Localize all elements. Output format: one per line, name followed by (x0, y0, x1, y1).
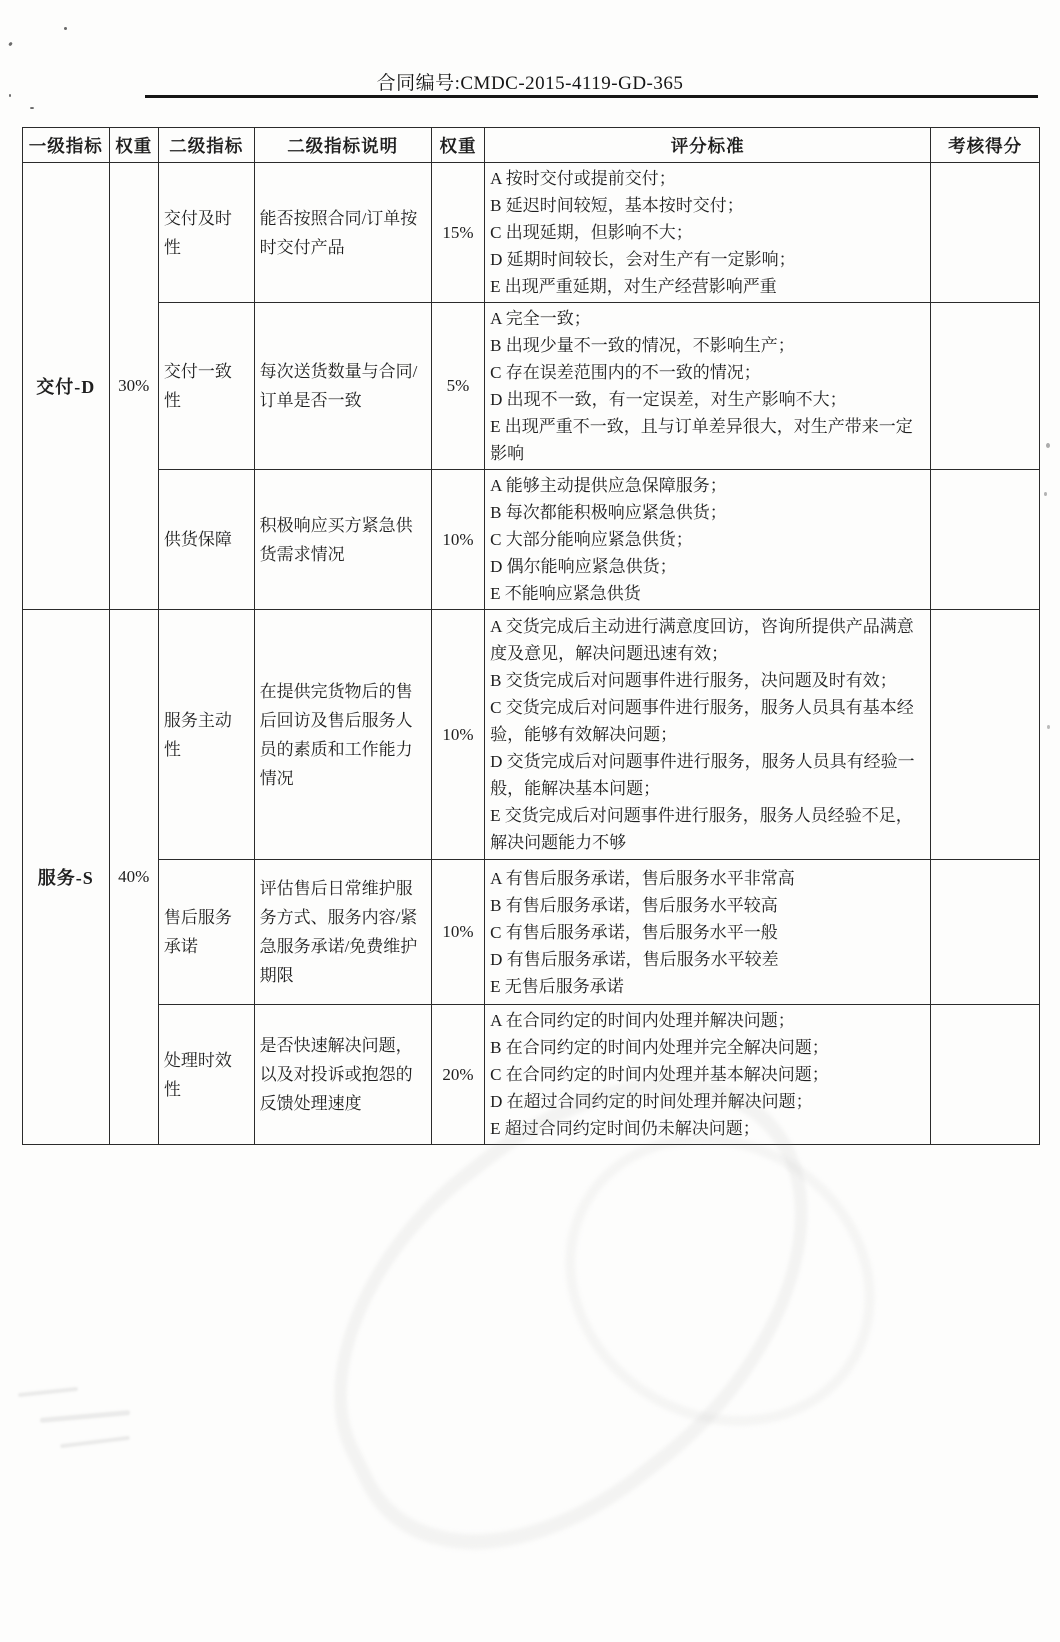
scan-smudge (40, 1410, 130, 1423)
criteria-line: D 在超过合同约定的时间处理并解决问题； (490, 1092, 813, 1111)
score-cell (931, 303, 1040, 470)
table-header-row (23, 128, 1040, 163)
criteria-cell (485, 470, 931, 610)
scan-speck (1046, 443, 1050, 448)
criteria-line: C 在合同约定的时间内处理并基本解决问题； (490, 1065, 829, 1084)
criteria-cell (485, 163, 931, 303)
indicator-weight: 10% (431, 470, 484, 610)
criteria-line: C 交货完成后对问题事件进行服务，服务人员具有基本经验，能够有效解决问题； (490, 698, 914, 744)
indicator-description: 积极响应买方紧急供货需求情况 (254, 470, 431, 610)
criteria-line: A 能够主动提供应急保障服务； (490, 476, 727, 495)
table-row (23, 470, 1040, 610)
criteria-line: E 不能响应紧急供货 (490, 584, 641, 603)
criteria-line: D 偶尔能响应紧急供货； (490, 557, 677, 576)
indicator-name: 服务主动性 (158, 610, 254, 860)
group-weight-delivery: 30% (109, 163, 158, 610)
indicator-description: 评估售后日常维护服务方式、服务内容/紧急服务承诺/免费维护期限 (254, 860, 431, 1005)
criteria-line: D 有售后服务承诺，售后服务水平较差 (490, 949, 779, 969)
group-weight-service: 40% (109, 610, 158, 1145)
criteria-line: B 每次都能积极响应紧急供货； (490, 503, 727, 522)
scan-speck (8, 42, 13, 47)
criteria-cell (485, 303, 931, 470)
criteria-line: B 出现少量不一致的情况，不影响生产； (490, 336, 795, 355)
criteria-line: D 延期时间较长，会对生产有一定影响； (490, 250, 796, 269)
header-level1-indicator: 一级指标 (23, 128, 110, 163)
indicator-name: 供货保障 (158, 470, 254, 610)
criteria-line: A 交货完成后主动进行满意度回访，咨询所提供产品满意度及意见，解决问题迅速有效； (490, 617, 914, 663)
indicator-name: 交付一致性 (158, 303, 254, 470)
indicator-weight: 10% (431, 610, 484, 860)
scan-smudge (60, 1436, 130, 1449)
criteria-line: E 无售后服务承诺 (490, 976, 624, 996)
indicator-name: 售后服务承诺 (158, 860, 254, 1005)
criteria-line: D 交货完成后对问题事件进行服务，服务人员具有经验一般，能解决基本问题； (490, 752, 915, 798)
criteria-line: E 出现严重不一致，且与订单差异很大，对生产带来一定影响 (490, 417, 913, 463)
table-row (23, 610, 1040, 860)
group-name-delivery: 交付-D (23, 163, 110, 610)
criteria-line: A 在合同约定的时间内处理并解决问题； (490, 1011, 795, 1030)
criteria-line: A 按时交付或提前交付； (490, 169, 676, 188)
criteria-line: B 交货完成后对问题事件进行服务，决问题及时有效； (490, 671, 897, 690)
criteria-line: E 交货完成后对问题事件进行服务，服务人员经验不足，解决问题能力不够 (490, 806, 913, 852)
criteria-line: B 在合同约定的时间内处理并完全解决问题； (490, 1038, 829, 1057)
contract-number-header: 合同编号:CMDC-2015-4119-GD-365 (376, 73, 684, 94)
criteria-line: C 大部分能响应紧急供货； (490, 530, 693, 549)
table-row (23, 303, 1040, 470)
header-underline (145, 95, 1038, 98)
scan-speck (64, 27, 67, 30)
criteria-line: D 出现不一致，有一定误差，对生产影响不大； (490, 390, 847, 409)
header-weight-2: 权重 (431, 128, 484, 163)
table-row (23, 163, 1040, 303)
indicator-description: 是否快速解决问题，以及对投诉或抱怨的反馈处理速度 (254, 1005, 431, 1145)
indicator-weight: 20% (431, 1005, 484, 1145)
score-cell (931, 470, 1040, 610)
group-name-service: 服务-S (23, 610, 110, 1145)
evaluation-table (22, 127, 1040, 1145)
header-level2-indicator: 二级指标 (158, 128, 254, 163)
header-assessment-score: 考核得分 (931, 128, 1040, 163)
scan-speck (1047, 725, 1050, 729)
table-row (23, 860, 1040, 1005)
criteria-line: E 超过合同约定时间仍未解决问题； (490, 1119, 760, 1138)
indicator-description: 在提供完货物后的售后回访及售后服务人员的素质和工作能力情况 (254, 610, 431, 860)
criteria-cell (485, 610, 931, 860)
score-cell (931, 1005, 1040, 1145)
criteria-line: C 有售后服务承诺，售后服务水平一般 (490, 922, 778, 942)
score-cell (931, 163, 1040, 303)
score-cell (931, 610, 1040, 860)
criteria-line: E 出现严重延期，对生产经营影响严重 (490, 277, 777, 296)
criteria-line: A 有售后服务承诺，售后服务水平非常高 (490, 868, 795, 888)
indicator-name: 处理时效性 (158, 1005, 254, 1145)
score-cell (931, 860, 1040, 1005)
indicator-description: 能否按照合同/订单按时交付产品 (254, 163, 431, 303)
header-scoring-criteria: 评分标准 (485, 128, 931, 163)
indicator-weight: 5% (431, 303, 484, 470)
criteria-cell (485, 860, 931, 1005)
scan-speck (9, 94, 11, 97)
scan-speck (1044, 492, 1047, 496)
header-weight-1: 权重 (109, 128, 158, 163)
criteria-line: B 有售后服务承诺，售后服务水平较高 (490, 895, 778, 915)
criteria-line: C 存在误差范围内的不一致的情况； (490, 363, 761, 382)
scan-speck (30, 107, 34, 109)
criteria-line: A 完全一致； (490, 309, 591, 328)
scan-smudge (18, 1387, 78, 1397)
criteria-line: C 出现延期，但影响不大； (490, 223, 693, 242)
indicator-weight: 10% (431, 860, 484, 1005)
indicator-description: 每次送货数量与合同/订单是否一致 (254, 303, 431, 470)
criteria-line: B 延迟时间较短，基本按时交付； (490, 196, 744, 215)
indicator-name: 交付及时性 (158, 163, 254, 303)
header-level2-description: 二级指标说明 (254, 128, 431, 163)
indicator-weight: 15% (431, 163, 484, 303)
